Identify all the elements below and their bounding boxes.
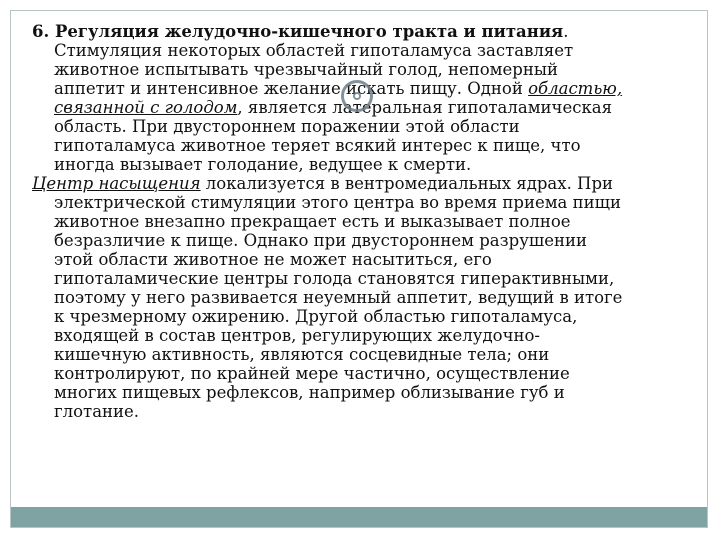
text-line: гипоталамуса животное теряет всякий интерес к пище, что bbox=[54, 136, 581, 155]
text-line: глотание. bbox=[54, 402, 140, 421]
text-line bbox=[32, 22, 696, 41]
text-line: кишечную активность, являются сосцевидные тела; они bbox=[54, 345, 550, 364]
text-line: животное внезапно прекращает есть и выказывает полное bbox=[54, 212, 571, 231]
text-segment: , является латеральная гипоталамическая bbox=[237, 98, 613, 117]
paragraph-satiety-center bbox=[32, 174, 696, 421]
text-line: электрической стимуляции этого центра во время приема пищи bbox=[54, 193, 621, 212]
heading-period: . bbox=[563, 22, 569, 41]
text-line: область. При двустороннем поражении этой области bbox=[54, 117, 520, 136]
section-heading: 6. Регуляция желудочно-кишечного тракта и питания bbox=[32, 22, 564, 41]
footer-accent-bar bbox=[11, 507, 707, 527]
emphasized-term: Центр насыщения bbox=[32, 174, 201, 193]
text-line: Стимуляция некоторых областей гипоталамуса заставляет bbox=[54, 41, 574, 60]
loading-ring-icon bbox=[341, 80, 373, 112]
text-segment: локализуется в вентромедиальных ядрах. При bbox=[200, 174, 614, 193]
text-line bbox=[32, 174, 696, 193]
text-line: входящей в состав центров, регулирующих желудочно- bbox=[54, 326, 540, 345]
text-line: иногда вызывает голодание, ведущее к смерти. bbox=[54, 155, 472, 174]
text-line: безразличие к пище. Однако при двустороннем разрушении bbox=[54, 231, 588, 250]
text-line: животное испытывать чрезвычайный голод, непомерный bbox=[54, 60, 558, 79]
text-line: многих пищевых рефлексов, например облизывание губ и bbox=[54, 383, 565, 402]
text-line: контролируют, по крайней мере частично, осуществление bbox=[54, 364, 570, 383]
emphasized-term: связанной с голодом bbox=[54, 98, 238, 117]
text-line: гипоталамические центры голода становятся гиперактивными, bbox=[54, 269, 615, 288]
text-line: этой области животное не может насытиться, его bbox=[54, 250, 492, 269]
text-segment: аппетит и интенсивное желание искать пищу. Одной bbox=[54, 79, 529, 98]
emphasized-term: областью, bbox=[528, 79, 623, 98]
text-line: к чрезмерному ожирению. Другой областью гипоталамуса, bbox=[54, 307, 578, 326]
text-line: поэтому у него развивается неуемный аппетит, ведущий в итоге bbox=[54, 288, 623, 307]
